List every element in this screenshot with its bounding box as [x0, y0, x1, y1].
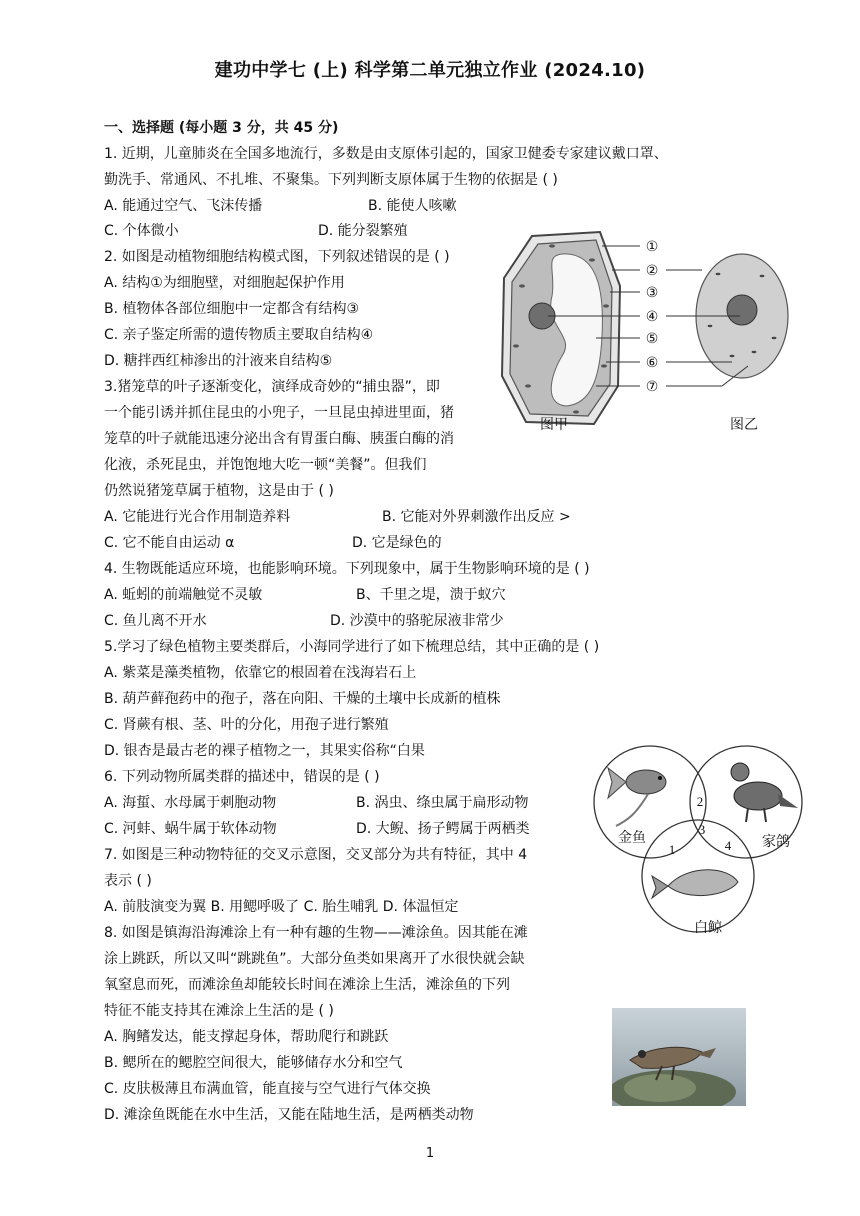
q8-option-a: A. 胸鳍发达，能支撑起身体，帮助爬行和跳跃 [104, 1029, 389, 1045]
label-whale: 白鲸 [694, 920, 722, 936]
q3-option-a: A. 它能进行光合作用制造养料 [104, 509, 291, 525]
marker-4: ④ [645, 309, 659, 325]
q7-stem-1: 7. 如图是三种动物特征的交叉示意图，交叉部分为共有特征，其中 4 [104, 847, 528, 863]
q3-option-b: B. 它能对外界刺激作出反应 > [382, 509, 571, 525]
q3-option-d: D. 它是绿色的 [352, 535, 442, 551]
mudskipper-photo [612, 1008, 746, 1106]
q8-option-d: D. 滩涂鱼既能在水中生活，又能在陆地生活，是两栖类动物 [104, 1107, 474, 1123]
pigeon-image [731, 763, 798, 822]
q1-option-c: C. 个体微小 [104, 223, 179, 239]
q2-option-b: B. 植物体各部位细胞中一定都含有结构③ [104, 301, 360, 317]
page-title: 建功中学七 (上) 科学第二单元独立作业 (2024.10) [214, 60, 646, 81]
marker-3: ③ [645, 285, 659, 301]
q8-stem-1: 8. 如图是镇海沿海滩涂上有一种有趣的生物——滩涂鱼。因其能在滩 [104, 925, 528, 941]
q8-stem-3: 氧窒息而死，而滩涂鱼却能较长时间在滩涂上生活，滩涂鱼的下列 [104, 977, 510, 993]
page-number: 1 [425, 1146, 435, 1161]
marker-1: ① [645, 239, 659, 255]
q8-option-c: C. 皮肤极薄且布满血管，能直接与空气进行气体交换 [104, 1081, 431, 1097]
q2-stem: 2. 如图是动植物细胞结构模式图，下列叙述错误的是 ( ) [104, 249, 450, 265]
q3-stem-1: 3.猪笼草的叶子逐渐变化，演绎成奇妙的“捕虫器”，即 [104, 379, 440, 395]
marker-2: ② [645, 263, 659, 279]
q6-option-c: C. 河蚌、蜗牛属于软体动物 [104, 821, 277, 837]
q3-stem-4: 化液，杀死昆虫，并饱饱地大吃一顿“美餐”。但我们 [104, 457, 427, 473]
q5-option-d: D. 银杏是最古老的裸子植物之一，其果实俗称“白果 [104, 743, 425, 759]
cell-diagram [492, 226, 792, 436]
q1-option-b: B. 能使人咳嗽 [368, 198, 457, 214]
q4-stem: 4. 生物既能适应环境，也能影响环境。下列现象中，属于生物影响环境的是 ( ) [104, 561, 590, 577]
goldfish-image [608, 768, 666, 826]
q4-option-b: B、千里之堤，溃于蚁穴 [356, 587, 506, 603]
q3-stem-2: 一个能引诱并抓住昆虫的小兜子，一旦昆虫掉进里面，猪 [104, 405, 454, 421]
cell-structure-figure [492, 226, 792, 436]
venn-region-4: 4 [724, 838, 732, 853]
whale-image [652, 870, 738, 898]
q1-option-a: A. 能通过空气、飞沫传播 [104, 198, 263, 214]
figure-a-label: 图甲 [540, 417, 568, 433]
q2-option-a: A. 结构①为细胞壁，对细胞起保护作用 [104, 275, 345, 291]
q6-stem: 6. 下列动物所属类群的描述中，错误的是 ( ) [104, 769, 380, 785]
q8-option-b: B. 鳃所在的鳃腔空间很大，能够储存水分和空气 [104, 1055, 403, 1071]
q1-stem-1: 1. 近期，儿童肺炎在全国多地流行，多数是由支原体引起的，国家卫健委专家建议戴口罩、 [104, 146, 668, 162]
q3-stem-3: 笼草的叶子就能迅速分泌出含有胃蛋白酶、胰蛋白酶的消 [104, 431, 454, 447]
q4-option-a: A. 蚯蚓的前端触觉不灵敏 [104, 587, 263, 603]
q4-option-d: D. 沙漠中的骆驼尿液非常少 [330, 613, 504, 629]
q7-options: A. 前肢演变为翼 B. 用鳃呼吸了 C. 胎生哺乳 D. 体温恒定 [104, 899, 459, 915]
q8-stem-4: 特征不能支持其在滩涂上生活的是 ( ) [104, 1003, 334, 1019]
marker-7: ⑦ [645, 379, 659, 395]
venn-region-3: 3 [698, 822, 706, 837]
q5-option-a: A. 紫菜是藻类植物，依靠它的根固着在浅海岩石上 [104, 665, 417, 681]
q2-option-d: D. 糖拌西红柿渗出的汁液来自结构⑤ [104, 353, 333, 369]
q5-option-b: B. 葫芦藓孢药中的孢子，落在向阳、干燥的土壤中长成新的植株 [104, 691, 501, 707]
q1-stem-2: 勤洗手、常通风、不扎堆、不聚集。下列判断支原体属于生物的依据是 ( ) [104, 172, 558, 188]
venn-region-2: 2 [696, 794, 704, 809]
q8-stem-2: 涂上跳跃，所以又叫“跳跳鱼”。大部分鱼类如果离开了水很快就会缺 [104, 951, 525, 967]
figure-b-label: 图乙 [730, 417, 758, 433]
q7-stem-2: 表示 ( ) [104, 873, 152, 889]
q3-stem-5: 仍然说猪笼草属于植物，这是由于 ( ) [104, 483, 334, 499]
q5-option-c: C. 肾蕨有根、茎、叶的分化，用孢子进行繁殖 [104, 717, 389, 733]
q3-option-c: C. 它不能自由运动 α [104, 535, 235, 551]
marker-6: ⑥ [645, 355, 659, 371]
q4-option-c: C. 鱼儿离不开水 [104, 613, 207, 629]
marker-5: ⑤ [645, 331, 659, 347]
q1-option-d: D. 能分裂繁殖 [318, 223, 408, 239]
q5-stem: 5.学习了绿色植物主要类群后，小海同学进行了如下梳理总结，其中正确的是 ( ) [104, 639, 600, 655]
q2-option-c: C. 亲子鉴定所需的遗传物质主要取自结构④ [104, 327, 374, 343]
q6-option-a: A. 海蜇、水母属于刺胞动物 [104, 795, 277, 811]
q6-option-d: D. 大鲵、扬子鳄属于两栖类 [356, 821, 530, 837]
section-heading: 一、选择题 (每小题 3 分，共 45 分) [104, 120, 339, 136]
label-pigeon: 家鸽 [762, 834, 790, 850]
venn-region-1: 1 [668, 842, 676, 857]
venn-circle-fish [594, 746, 706, 858]
animal-nucleus [727, 295, 757, 325]
label-goldfish: 金鱼 [618, 830, 646, 846]
q6-option-b: B. 涡虫、绦虫属于扁形动物 [356, 795, 529, 811]
venn-figure [588, 736, 828, 946]
